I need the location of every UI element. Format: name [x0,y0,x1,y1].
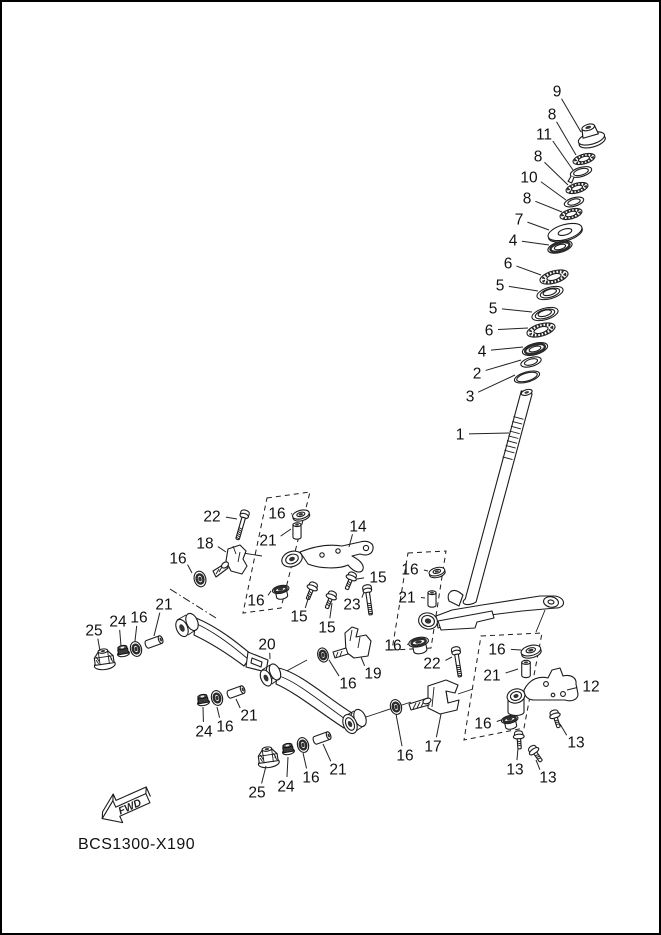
callout-number[interactable]: 16 [169,550,187,568]
callout-leader-line [262,766,266,783]
callout-leader-line [329,660,339,676]
callout-25[interactable] [85,623,102,652]
fwd-arrow-label: FWD [116,796,144,818]
fasteners-arm-left [92,635,164,671]
part-bolt-22-left [233,509,250,541]
callout-number[interactable]: 16 [488,641,506,659]
part-collar-21-center [293,523,301,539]
callout-leader-line [357,578,364,579]
callout-number[interactable]: 24 [277,778,295,796]
part-serrated-nut-8b [565,180,589,195]
callout-number[interactable]: 19 [364,665,382,683]
callout-leader-line [188,565,192,573]
callout-number[interactable]: 21 [240,707,258,725]
part-nut-24-armleft [116,644,130,657]
callout-leader-line [544,162,568,185]
callout-number[interactable]: 16 [247,592,265,610]
callout-21[interactable] [323,744,347,779]
callout-number[interactable]: 6 [503,255,513,273]
part-nut-24-armright [281,742,295,755]
callout-leader-line [506,669,518,673]
part-washer-16-knuckle18 [192,570,207,588]
callout-number[interactable]: 13 [506,761,524,779]
callout-number[interactable]: 14 [349,518,367,536]
callout-16[interactable] [216,707,233,736]
callout-22[interactable] [423,656,452,673]
callout-4[interactable] [478,344,523,361]
callout-number[interactable]: 10 [520,169,538,187]
callout-leader-line [154,613,160,636]
callout-leader-line [478,375,515,392]
part-collar-21-armleft [144,635,164,649]
drawing-code: BCS1300-X190 [78,836,196,853]
callout-number[interactable]: 17 [424,738,442,756]
callout-leader-line [323,744,331,761]
part-nut-24-armmid [196,693,210,706]
part-cap-nut-9 [574,121,606,151]
callout-16[interactable] [384,638,409,655]
callout-leader-line [135,626,137,641]
callout-20[interactable] [258,637,276,660]
callout-leader-line [522,241,549,245]
part-steering-arm-14 [280,541,374,572]
callout-13[interactable] [506,748,523,779]
callout-16[interactable] [169,551,192,574]
callout-2[interactable] [473,360,521,383]
callout-number[interactable]: 8 [547,106,557,124]
callout-1[interactable] [456,427,509,444]
callout-number[interactable]: 1 [455,426,465,444]
callout-leader-line [541,182,566,200]
callout-leader-line [421,597,425,598]
callout-21[interactable] [259,529,291,550]
callout-number[interactable]: 13 [567,734,585,752]
callout-24[interactable] [195,707,213,741]
callout-leader-line [303,753,307,768]
callout-leader-line [511,649,521,650]
callout-number[interactable]: 4 [508,232,518,250]
part-washer-16-armleft [129,640,144,657]
part-bolt-22-right [451,646,464,677]
callout-number[interactable]: 15 [290,608,308,626]
callout-number[interactable]: 25 [248,784,266,802]
callout-number[interactable]: 21 [329,761,347,779]
callout-number[interactable]: 21 [398,589,416,607]
part-washer-16-armright [296,736,311,753]
callout-leader-line [362,592,364,598]
callout-number[interactable]: 18 [196,535,214,553]
part-bolt-13-b [513,730,525,749]
callout-16[interactable] [396,714,414,765]
callout-leader-line [502,309,532,312]
part-race-5a [535,284,564,302]
callout-number[interactable]: 16 [401,561,419,579]
callout-number[interactable]: 5 [488,300,498,318]
callout-leader-line [509,286,538,291]
part-bolt-23 [362,584,375,615]
part-nut-25-armleft [92,648,116,671]
callout-number[interactable]: 16 [302,769,320,787]
callout-leader-line [497,720,501,722]
callout-16[interactable] [247,591,271,610]
callout-leader-line [562,99,581,132]
callout-18[interactable] [196,536,226,553]
callout-21[interactable] [398,590,425,607]
callout-leader-line [498,328,528,330]
callout-number[interactable]: 9 [552,83,562,101]
callout-leader-line [287,757,288,777]
part-knuckle-17 [409,680,459,714]
callout-7[interactable] [515,212,549,231]
part-grommet-16-right [501,714,520,731]
part-lock-washer-11 [565,165,593,184]
callout-23[interactable] [343,592,364,614]
callout-24[interactable] [277,757,295,796]
part-washer-16-center [292,508,311,522]
callout-16[interactable] [488,642,521,659]
part-collar-21-right [522,660,531,677]
callout-number[interactable]: 7 [514,211,524,229]
part-ring-2 [520,355,543,369]
callout-leader-line [486,360,521,370]
callout-number[interactable]: 3 [465,388,475,406]
callout-leader-line [268,591,271,595]
callout-number[interactable]: 5 [495,277,505,295]
part-serrated-nut-8c [559,206,583,221]
part-ring-3 [513,369,541,386]
callout-16[interactable] [268,506,292,523]
callout-number[interactable]: 16 [268,505,286,523]
callout-16[interactable] [329,660,357,693]
callout-leader-line [424,570,428,571]
part-bearing-6a [538,267,569,287]
callout-number[interactable]: 22 [423,655,441,673]
callout-number[interactable]: 16 [130,609,148,627]
callout-number[interactable]: 15 [318,619,336,637]
callout-leader-line [560,724,567,735]
callout-leader-line [469,433,509,434]
part-swing-arm-20 [173,612,368,736]
callout-16[interactable] [302,753,319,787]
callout-leader-line [527,222,549,230]
callout-9[interactable] [553,84,581,133]
fasteners-arm-right [256,731,332,769]
part-collar-21-armright [312,731,332,745]
callout-number[interactable]: 6 [484,322,494,340]
callout-21[interactable] [154,597,173,637]
part-race-5b [530,305,559,323]
callout-number[interactable]: 16 [216,718,234,736]
part-bracket-19 [333,627,371,658]
part-washer-16-right [520,643,542,660]
callout-13[interactable] [560,724,585,752]
callout-number[interactable]: 22 [203,508,221,526]
callout-15[interactable] [290,596,309,626]
callout-5[interactable] [496,278,538,295]
part-nut-25-armright [256,746,280,769]
callout-number[interactable]: 16 [339,675,357,693]
callout-number[interactable]: 24 [109,613,127,631]
callout-number[interactable]: 25 [85,622,103,640]
callout-leader-line [226,517,237,519]
part-grommet-16-stem [408,636,431,656]
part-bolt-15-a [342,570,359,591]
callout-number[interactable]: 4 [477,343,487,361]
callout-8[interactable] [523,191,562,213]
part-bearing-6b [525,320,556,340]
callout-leader-line [218,547,226,552]
callout-15[interactable] [357,570,387,587]
callout-leader-line [445,657,452,660]
callout-leader-line [516,266,541,275]
part-bracket-12 [505,668,578,716]
callout-13[interactable] [536,760,557,787]
callout-number[interactable]: 16 [474,715,492,733]
callout-number[interactable]: 13 [539,769,557,787]
part-knuckle-18 [213,545,247,577]
callout-8[interactable] [534,149,568,186]
callout-leader-line [98,639,100,651]
callout-number[interactable]: 8 [522,190,532,208]
callout-number[interactable]: 20 [258,636,276,654]
callout-leader-line [217,707,220,718]
part-seal-4b [521,340,549,358]
callout-number[interactable]: 21 [259,532,277,550]
exploded-parts-diagram [2,2,659,933]
callout-17[interactable] [424,714,441,756]
part-collar-21-armmid [226,685,246,699]
callout-19[interactable] [361,657,382,683]
callout-25[interactable] [248,766,266,802]
callout-leader-line [535,201,562,212]
callout-number[interactable]: 15 [369,569,387,587]
part-steering-shaft [463,388,533,604]
callout-number[interactable]: 21 [155,596,173,614]
part-washer-10 [563,195,585,209]
callout-number[interactable]: 16 [384,637,402,655]
callout-6[interactable] [504,256,541,276]
callout-leader-line [396,714,402,746]
callout-leader-line [120,630,121,646]
callout-6[interactable] [485,323,528,340]
callout-number[interactable]: 12 [582,678,600,696]
callout-24[interactable] [109,614,127,647]
callout-leader-line [436,714,441,737]
callout-16[interactable] [474,716,501,733]
callout-21[interactable] [236,699,258,725]
callout-number[interactable]: 21 [483,667,501,685]
callout-21[interactable] [483,668,518,685]
callout-leader-line [491,347,523,350]
part-washer-16-stem [428,566,446,579]
callout-leader-line [281,529,291,536]
part-bolt-15-b [303,580,320,601]
fwd-arrow [95,781,156,830]
part-bolt-15-c [322,589,339,610]
callout-5[interactable] [489,301,532,318]
part-bolt-13-c [526,743,545,764]
callout-leader-line [361,657,365,666]
part-washer-16-armmid [210,689,225,706]
callout-4[interactable] [509,233,549,250]
callout-number[interactable]: 16 [396,747,414,765]
callout-16[interactable] [130,610,147,642]
callout-22[interactable] [203,509,237,526]
callout-number[interactable]: 2 [472,365,482,383]
part-grommet-16-center [272,584,291,601]
callout-number[interactable]: 24 [195,723,213,741]
callout-number[interactable]: 8 [533,148,543,166]
part-washer-16-knuckle17 [389,698,404,715]
callout-leader-line [517,748,518,760]
part-washer-16-bracket19 [316,647,330,663]
callout-number[interactable]: 11 [535,126,553,144]
callout-16[interactable] [401,562,428,579]
callout-number[interactable]: 23 [343,596,361,614]
part-collar-21-stem [428,591,436,607]
